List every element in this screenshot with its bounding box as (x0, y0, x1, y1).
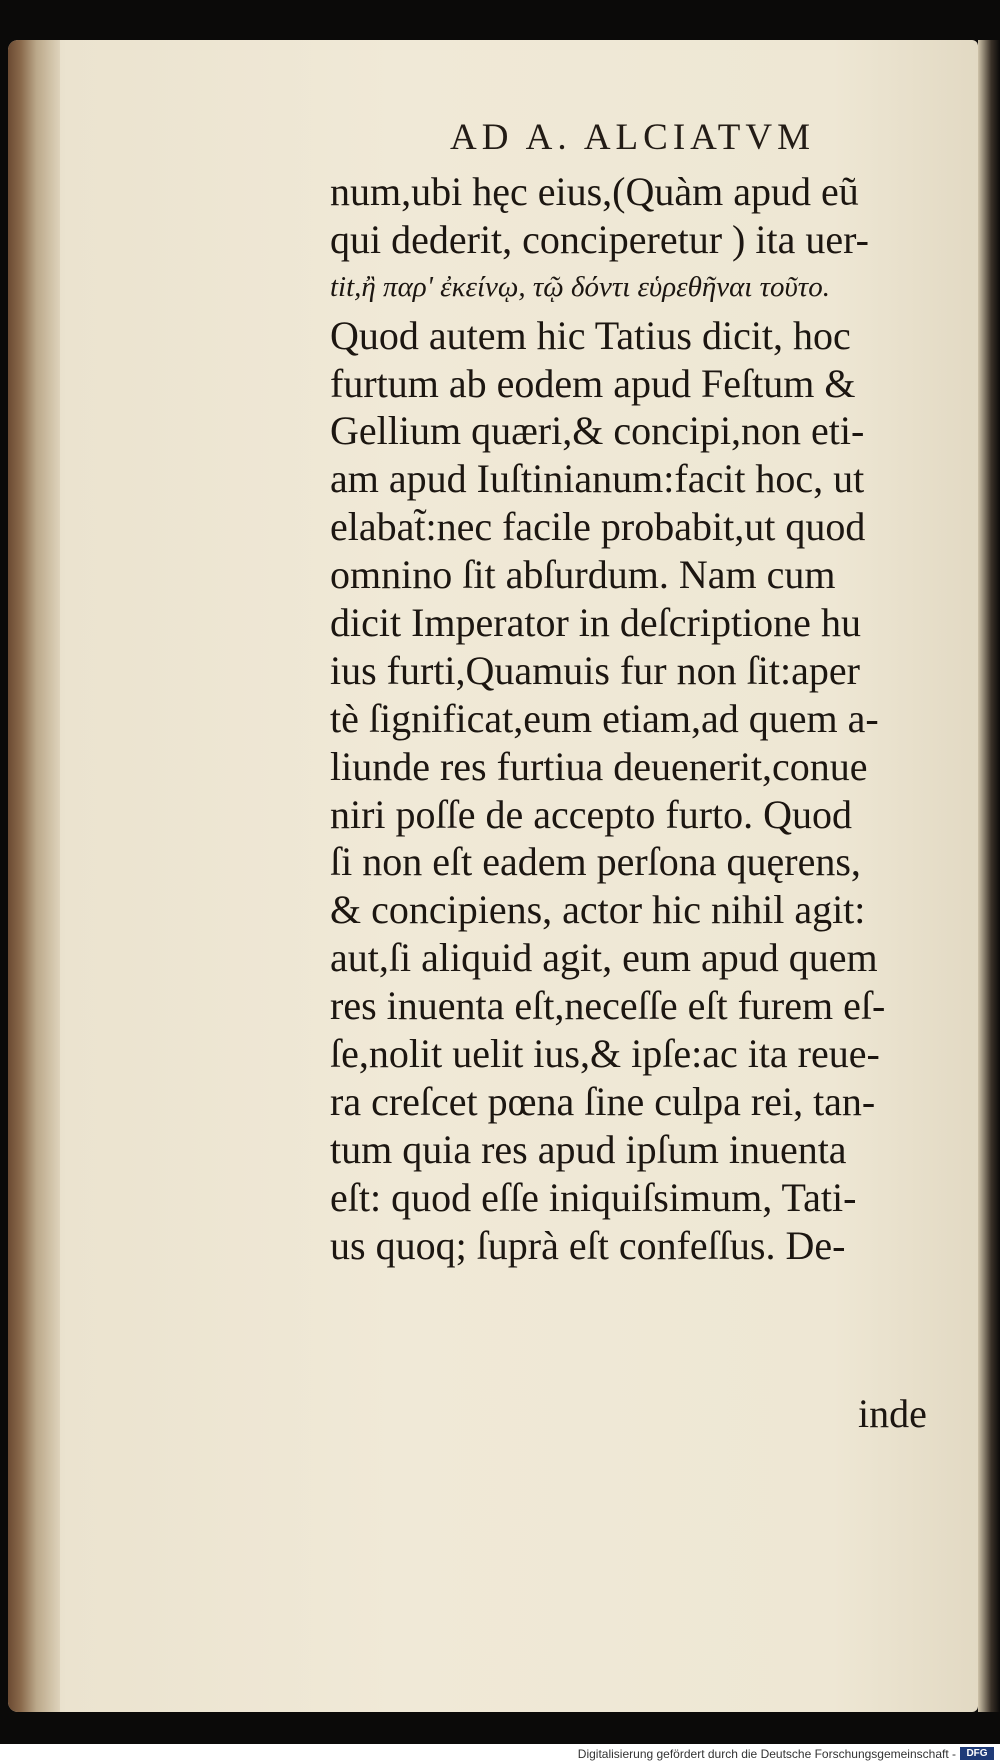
text-line: res inuenta eſt,neceſſe eſt furem eſ- (330, 983, 886, 1029)
text-line: ſi non eſt eadem perſona quęrens, (330, 839, 861, 885)
text-line: ſe,nolit uelit ius,& ipſe:ac ita reue- (330, 1031, 880, 1077)
text-line: omnino ſit abſurdum. Nam cum (330, 552, 836, 598)
text-line: dicit Imperator in deſcriptione hu (330, 600, 861, 646)
text-line: qui dederit, conciperetur ) ita uer- (330, 216, 869, 262)
text-line: ius furti,Quamuis fur non ſit:aper (330, 647, 860, 693)
text-line: elabat̃:nec facile probabit,ut quod (330, 504, 866, 550)
page-gutter-edge (8, 40, 60, 1712)
text-line: & concipiens, actor hic nihil agit: (330, 887, 866, 933)
digitization-credit: Digitalisierung gefördert durch die Deutsche Forschungsgemeinschaft - (577, 1747, 956, 1761)
text-line: liunde res furtiua deuenerit,conue (330, 743, 868, 789)
dfg-logo: DFG (960, 1747, 994, 1760)
text-line: Quod autem hic Tatius dicit, hoc (330, 312, 851, 358)
text-line: furtum ab eodem apud Feſtum & (330, 360, 856, 406)
text-line: eſt: quod eſſe iniquiſsimum, Tati- (330, 1174, 857, 1220)
catchword: inde (858, 1391, 927, 1436)
text-line: aut,ſi aliquid agit, eum apud quem (330, 935, 878, 981)
text-line: num,ubi hęc eius,(Quàm apud eũ (330, 169, 859, 214)
text-line: niri poſſe de accepto furto. Quod (330, 791, 853, 837)
text-line: tum quia res apud ipſum inuenta (330, 1126, 847, 1172)
text-line: us quoq; ſuprà eſt confeſſus. De- (330, 1222, 846, 1268)
text-line: tit,ἢ παρ' ἐκείνῳ, τῷ δόντι εὑρεθῆναι τοῦτο. (330, 270, 830, 303)
text-line: ra creſcet pœna ſine culpa rei, tan- (330, 1078, 876, 1124)
text-line: tè ſignificat,eum etiam,ad quem a- (330, 695, 879, 741)
text-line: Gellium quæri,& concipi,non eti- (330, 408, 865, 454)
page-fore-edge (978, 40, 1000, 1712)
body-text (330, 168, 960, 1269)
running-head: AD A. ALCIATVM (450, 117, 815, 158)
text-line: am apud Iuſtinianum:facit hoc, ut (330, 456, 865, 502)
